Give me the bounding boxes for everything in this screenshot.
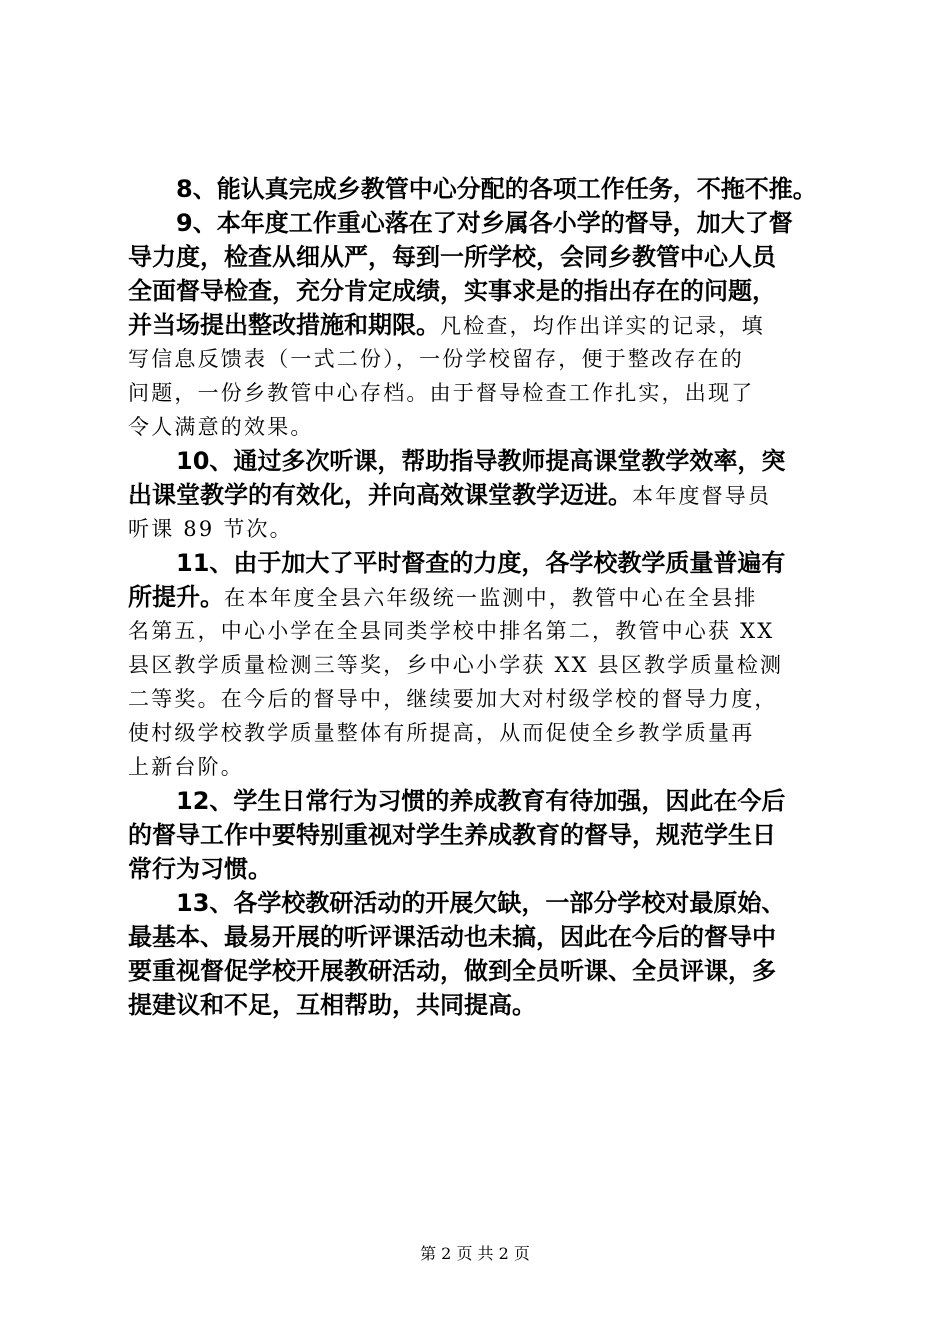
text-line [128, 308, 838, 342]
text-line [128, 580, 838, 614]
text-line: 县区教学质量检测三等奖，乡中心小学获 XX 县区教学质量检测 [128, 653, 784, 677]
text-line: 问题，一份乡教管中心存档。由于督导检查工作扎实，出现了 [128, 381, 755, 405]
text-line: 提建议和不足，互相帮助，共同提高。 [128, 991, 536, 1019]
text-line: 11、由于加大了平时督查的力度，各学校教学质量普遍有 [176, 549, 786, 577]
text-line: 令人满意的效果。 [128, 415, 314, 439]
text-line: 要重视督促学校开展教研活动，做到全员听课、全员评课，多 [128, 957, 776, 985]
page-footer: 第 2 页 共 2 页 [420, 1244, 530, 1263]
text-line: 听课 89 节次。 [128, 517, 293, 541]
text-line: 的督导工作中要特别重视对学生养成教育的督导，规范学生日 [128, 821, 776, 849]
text-line: 二等奖。在今后的督导中，继续要加大对村级学校的督导力度， [128, 687, 778, 711]
text-line: 12、学生日常行为习惯的养成教育有待加强，因此在今后 [176, 787, 786, 815]
text-line-serif-part: 在本年度全县六年级统一监测中，教管中心在全县排 [224, 586, 758, 610]
text-line-bold-part: 出课堂教学的有效化，并向高效课堂教学迈进。 [128, 481, 632, 509]
text-line: 使村级学校教学质量整体有所提高，从而促使全乡教学质量再 [128, 721, 755, 745]
text-line-bold-part: 所提升。 [128, 583, 224, 611]
text-line: 13、各学校教研活动的开展欠缺，一部分学校对最原始、 [176, 889, 786, 917]
text-line: 写信息反馈表（一式二份），一份学校留存，便于整改存在的 [128, 347, 744, 371]
text-line: 上新台阶。 [128, 755, 244, 779]
text-line: 8、能认真完成乡教管中心分配的各项工作任务，不拖不推。 [176, 175, 817, 203]
document-body [128, 172, 838, 1022]
text-line: 9、本年度工作重心落在了对乡属各小学的督导，加大了督 [176, 209, 793, 237]
text-line: 导力度，检查从细从严，每到一所学校，会同乡教管中心人员 [128, 243, 776, 271]
text-line-serif-part: 本年度督导员 [632, 484, 772, 508]
text-line: 名第五，中心小学在全县同类学校中排名第二，教管中心获 XX [128, 619, 775, 643]
text-line: 全面督导检查，充分肯定成绩，实事求是的指出存在的问题， [128, 277, 776, 305]
text-line-bold-part: 并当场提出整改措施和期限。 [128, 311, 440, 339]
text-line: 最基本、最易开展的听评课活动也未搞，因此在今后的督导中 [128, 923, 776, 951]
text-line: 常行为习惯。 [128, 855, 272, 883]
text-line [128, 478, 838, 512]
text-line: 10、通过多次听课，帮助指导教师提高课堂教学效率，突 [176, 447, 786, 475]
text-line-serif-part: 凡检查，均作出详实的记录，填 [440, 314, 765, 338]
